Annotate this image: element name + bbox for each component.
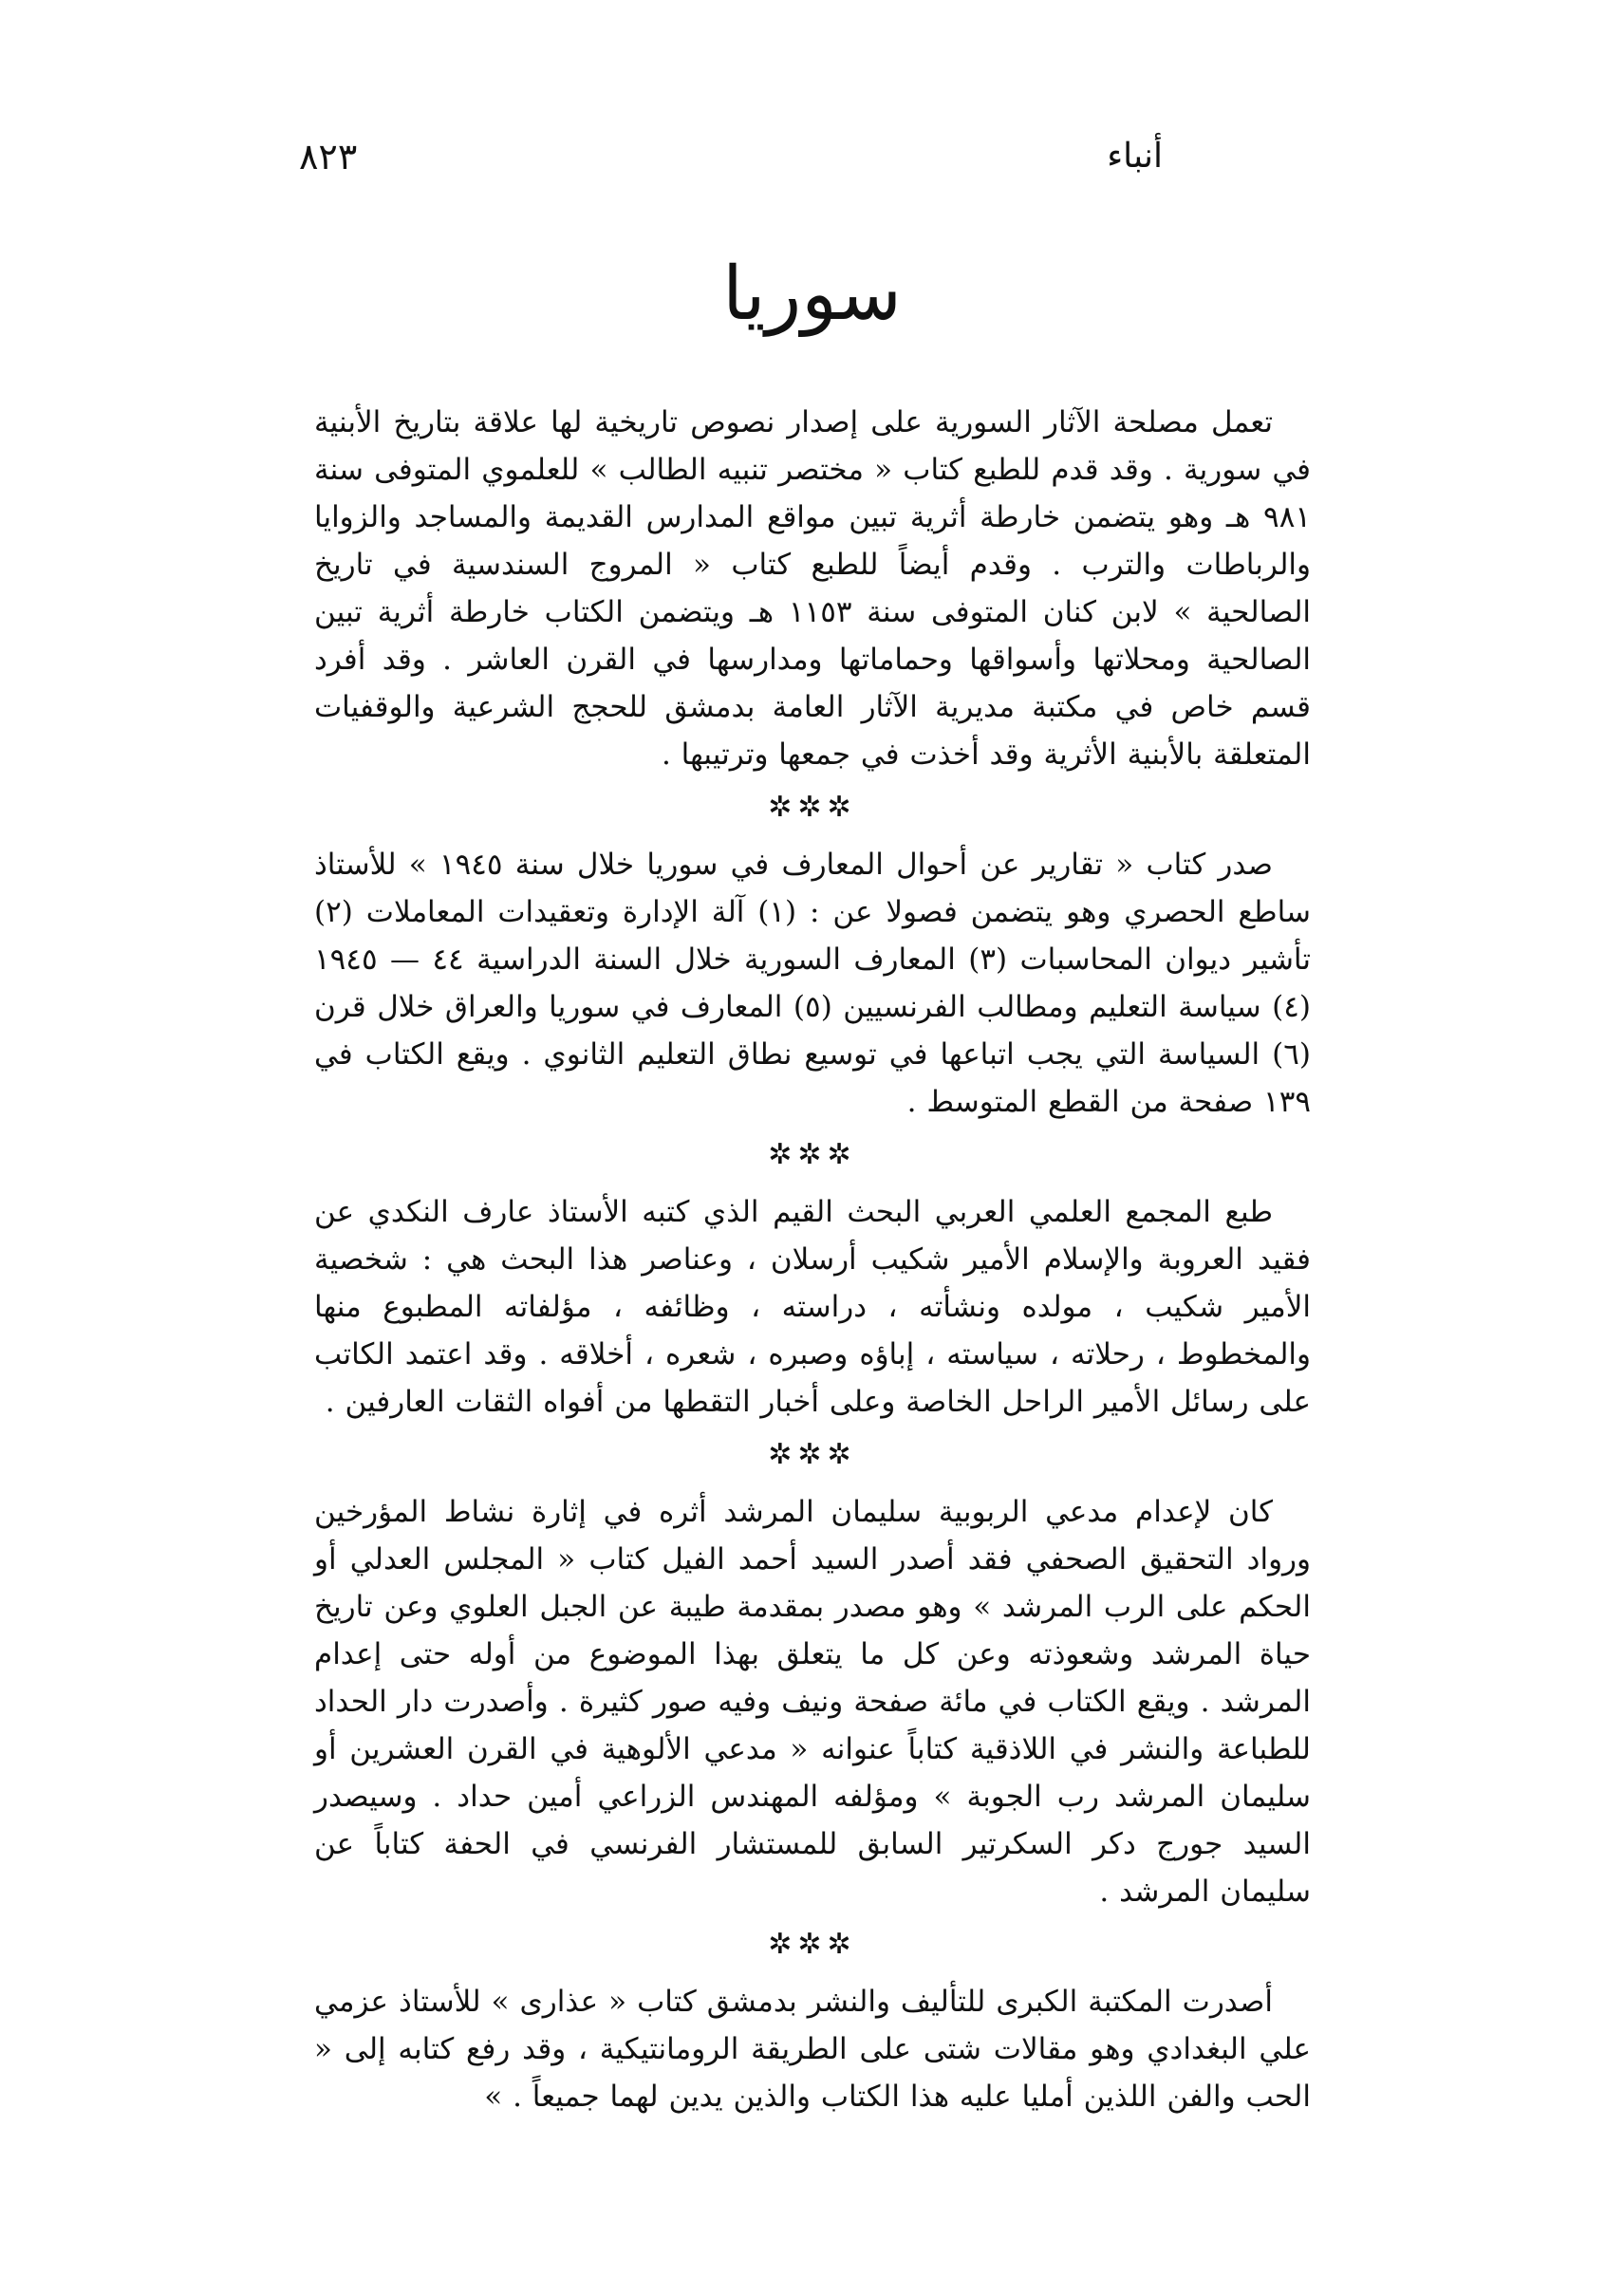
section-separator: ✲✲✲	[768, 791, 857, 824]
article-body	[314, 399, 1311, 2120]
running-head	[299, 128, 1277, 185]
section-title: سوريا	[722, 252, 902, 337]
page-number: ٨٢٣	[299, 136, 358, 177]
section-separator: ✲✲✲	[768, 1928, 857, 1961]
section-separator: ✲✲✲	[768, 1438, 857, 1471]
news-paragraph-education-report: صدر كتاب « تقارير عن أحوال المعارف في سوريا خلال سنة ١٩٤٥ » للأستاذ ساطع الحصري وهو يتضمن فصولا عن : (١) آلة الإدارة وتعقيدات المعاملات (٢) تأشير ديوان المحاسبات (٣) المعارف السورية خلال السنة الدراسية ٤٤ — ١٩٤٥ (٤) سياسة التعليم ومطالب الفرنسيين (٥) المعارف في سوريا والعراق خلال قرن (٦) السياسة التي يجب اتباعها في توسيع نطاق التعليم الثانوي . ويقع الكتاب في ١٣٩ صفحة من القطع المتوسط .	[314, 848, 1312, 1119]
news-paragraph-antiquities: تعمل مصلحة الآثار السورية على إصدار نصوص تاريخية لها علاقة بتاريخ الأبنية في سورية . وقد قدم للطبع كتاب « مختصر تنبيه الطالب » للعلموي المتوفى سنة ٩٨١ هـ وهو يتضمن خارطة أثرية تبين مواقع المدارس القديمة والمساجد والزوايا والرباطات والترب . وقدم أيضاً للطبع كتاب « المروج السندسية في تاريخ الصالحية » لابن كنان المتوفى سنة ١١٥٣ هـ ويتضمن الكتاب خارطة أثرية تبين الصالحية ومحلاتها وأسواقها وحماماتها ومدارسها في القرن العاشر . وقد أفرد قسم خاص في مكتبة مديرية الآثار العامة بدمشق للحجج الشرعية والوقفيات المتعلقة بالأبنية الأثرية وقد أخذت في جمعها وترتيبها .	[314, 405, 1311, 772]
news-paragraph-sulayman-murshid: كان لإعدام مدعي الربوبية سليمان المرشد أثره في إثارة نشاط المؤرخين ورواد التحقيق الصحفي فقد أصدر السيد أحمد الفيل كتاب « المجلس العدلي أو الحكم على الرب المرشد » وهو مصدر بمقدمة طيبة عن الجبل العلوي وعن تاريخ حياة المرشد وشعوذته وعن كل ما يتعلق بهذا الموضوع من أوله حتى إعدام المرشد . ويقع الكتاب في مائة صفحة ونيف وفيه صور كثيرة . وأصدرت دار الحداد للطباعة والنشر في اللاذقية كتاباً عنوانه « مدعي الألوهية في القرن العشرين أو سليمان المرشد رب الجوبة » ومؤلفه المهندس الزراعي أمين حداد . وسيصدر السيد جورج دكر السكرتير السابق للمستشار الفرنسي في الحفة كتاباً عن سليمان المرشد .	[314, 1495, 1311, 1909]
section-separator: ✲✲✲	[768, 1138, 857, 1171]
news-paragraph-adhara-book: أصدرت المكتبة الكبرى للتأليف والنشر بدمشق كتاب « عذارى » للأستاذ عزمي علي البغدادي وهو مقالات شتى على الطريقة الرومانتيكية ، وقد رفع كتابه إلى « الحب والفن اللذين أمليا عليه هذا الكتاب والذين يدين لهما جميعاً . »	[314, 1985, 1311, 2114]
running-head-section: أنباء	[1107, 137, 1163, 176]
news-paragraph-shakib-arslan: طبع المجمع العلمي العربي البحث القيم الذي كتبه الأستاذ عارف النكدي عن فقيد العروبة والإسلام الأمير شكيب أرسلان ، وعناصر هذا البحث هي : شخصية الأمير شكيب ، مولده ونشأته ، دراسته ، وظائفه ، مؤلفاته المطبوع منها والمخطوط ، رحلاته ، سياسته ، إباؤه وصبره ، شعره ، أخلاقه . وقد اعتمد الكاتب على رسائل الأمير الراحل الخاصة وعلى أخبار التقطها من أفواه الثقات العارفين .	[314, 1195, 1311, 1419]
